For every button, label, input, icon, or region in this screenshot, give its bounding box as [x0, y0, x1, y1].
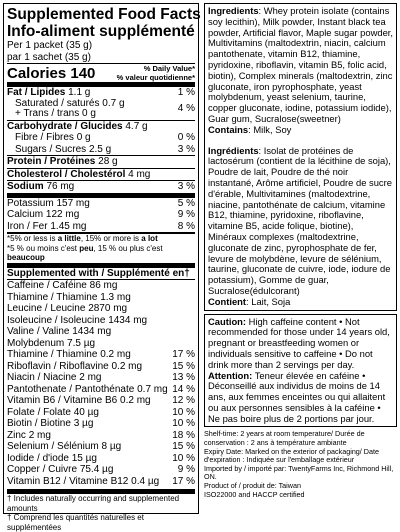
right-column: [204, 3, 397, 499]
supplement-row: Valine / Valine 1434 mg: [7, 326, 112, 337]
supplement-row: Pantothenate / Pantothénate 0.7 mg 14 %: [7, 383, 195, 395]
shipping-line: Product of / produit de: Taiwan: [204, 481, 301, 491]
calories-row: [7, 64, 195, 82]
title-fr: Info-aliment supplémenté: [7, 23, 195, 40]
calories: Calories 140: [7, 65, 96, 82]
supplement-row: Vitamin B12 / Vitamine B12 0.4 µg 17 %: [7, 475, 195, 487]
fibre-row: Fibre / Fibres 0 g 0 %: [15, 132, 195, 143]
shipping-line: Shelf-time: 2 years at room temperature/ Durée de conservation : 2 ans à température ambiante: [204, 429, 365, 448]
supplement-row: Thiamine / Thiamine 0.2 mg 17 %: [7, 349, 195, 360]
supplement-list: [7, 280, 195, 487]
supplement-row: Vitamin B6 / Vitamine B6 0.2 mg 12 %: [7, 395, 195, 406]
serving-fr: par 1 sachet (35 g): [7, 51, 91, 63]
sugars-row: Sugars / Sucres 2.5 g 3 %: [15, 143, 195, 155]
dv-en: % Daily Value*: [143, 64, 195, 73]
supplement-row: Molybdenum 7.5 µg: [7, 337, 96, 349]
dv-fr: % valeur quotidienne*: [116, 73, 195, 82]
dagger-fr: † Comprend les quantités naturelles et supplémentées: [7, 513, 144, 532]
supplement-row: Riboflavin / Riboflavine 0.2 mg 15 %: [7, 360, 195, 372]
cholesterol-row: Cholesterol / Cholestérol 4 mg: [7, 168, 151, 180]
caution-box: Caution: High caffeine content • Not recommended for those under 14 years old, pregnant or breastfeeding women or individuals sensitive to caffeine • Do not drink more than 2 servings per day. Attention: Teneur élevée en caféine • Déconseillé aux individus de moins de 14 ans, aux femmes enceintes ou qui allaitent ou aux personnes sensibles à la caféine • Ne pas boire plus de 2 portions par jour.: [204, 314, 397, 428]
shipping-info: [204, 430, 397, 499]
footnote-en: *5% or less is a little, 15% or more is a lot: [7, 234, 158, 243]
supplement-row: Thiamine / Thiamine 1.3 mg: [7, 291, 131, 303]
iron-row: Iron / Fer 1.45 mg 8 %: [7, 220, 195, 232]
nutrition-facts-panel: [3, 3, 201, 532]
shipping-line: ISO22000 and HACCP certified: [204, 489, 305, 499]
title-en: Supplemented Food Facts: [7, 6, 201, 23]
sodium-row: Sodium 76 mg 3 %: [7, 181, 195, 192]
footnote-fr: *5 % ou moins c'est peu, 15 % ou plus c'est beaucoup: [7, 243, 163, 262]
supplement-row: Zinc 2 mg 18 %: [7, 429, 195, 441]
supplement-row: Niacin / Niacine 2 mg 13 %: [7, 372, 195, 383]
supplement-row: Copper / Cuivre 75.4 µg 9 %: [7, 464, 195, 475]
supplement-row: Isoleucine / Isoleucine 1434 mg: [7, 314, 148, 326]
shipping-line: Imported by / importé par: TwentyFarms Inc, Richmond Hill, ON.: [204, 463, 394, 482]
supplement-row: Biotin / Biotine 3 µg 10 %: [7, 418, 195, 429]
serving-en: Per 1 packet (35 g): [7, 40, 93, 51]
supplement-row: Caffeine / Caféine 86 mg: [7, 280, 118, 291]
supplement-row: Iodide / d'iode 15 µg 10 %: [7, 452, 195, 464]
supplemented-header: Supplemented with / Supplémenté en†: [7, 267, 190, 279]
supplement-row: Leucine / Leucine 2870 mg: [7, 303, 128, 314]
protein-row: Protein / Protéines 28 g: [7, 156, 118, 167]
supplement-row: Selenium / Sélénium 8 µg 15 %: [7, 441, 195, 452]
potassium-row: Potassium 157 mg 5 %: [7, 197, 195, 209]
dagger-en: † Includes naturally occurring and supplemented amounts: [7, 494, 180, 513]
calcium-row: Calcium 122 mg 9 %: [7, 209, 195, 220]
carb-row: Carbohydrate / Glucides 4.7 g: [7, 120, 148, 132]
shipping-line: Expiry Date: Marked on the exterior of packaging/ Date d'expiration : Indiquée sur l'emballage extérieur: [204, 446, 379, 465]
fat-row: Fat / Lipides 1.1 g 1 %: [7, 87, 195, 98]
sat-row: Saturated / saturés 0.7 g + Trans / trans 0 g 4 %: [15, 97, 195, 119]
supplement-row: Folate / Folate 40 µg 10 %: [7, 406, 195, 418]
ingredients-box: Ingredients: Whey protein isolate (contains soy lecithin), Milk powder, Instant black tea powder, Artificial flavor, Maple sugar powder, Multivitamins (maltodextrin, niacin, calcium pantothenate, vitamin B12, thiamine, pyridoxine, riboflavin, vitamin B5, folic acid, biotin), Complex minerals (maltodextrin, zinc gluconate, iron pyrophosphate, yeast molybdenum, yeast selenium, taurine, copper gluconate, iodine, potassium iodide), Guar gum, Sucralose(sweetner) Contains: Milk, Soy Ingrédients: Isolat de protéines de lactosérum (contient de la lécithine de soja), Poudre de lait, Poudre de thé noir instantané, Arôme artificiel, Poudre de sucre d'érable, Multivitamines (maltodextrine, niacine, pantothénate de calcium, vitamine B12, thiamine, pyridoxine, riboflavine, vitamine B5, acide folique, biotine), Minéraux complexes (maltodextrine, gluconate de zinc, pyrophosphate de fer, levure de molybdène, levure de sélénium, taurine, gluconate de cuivre, iode, iodure de potassium), Gomme de guar, Sucralose(édulcorant) Contient: Lait, Soja: [204, 3, 397, 311]
